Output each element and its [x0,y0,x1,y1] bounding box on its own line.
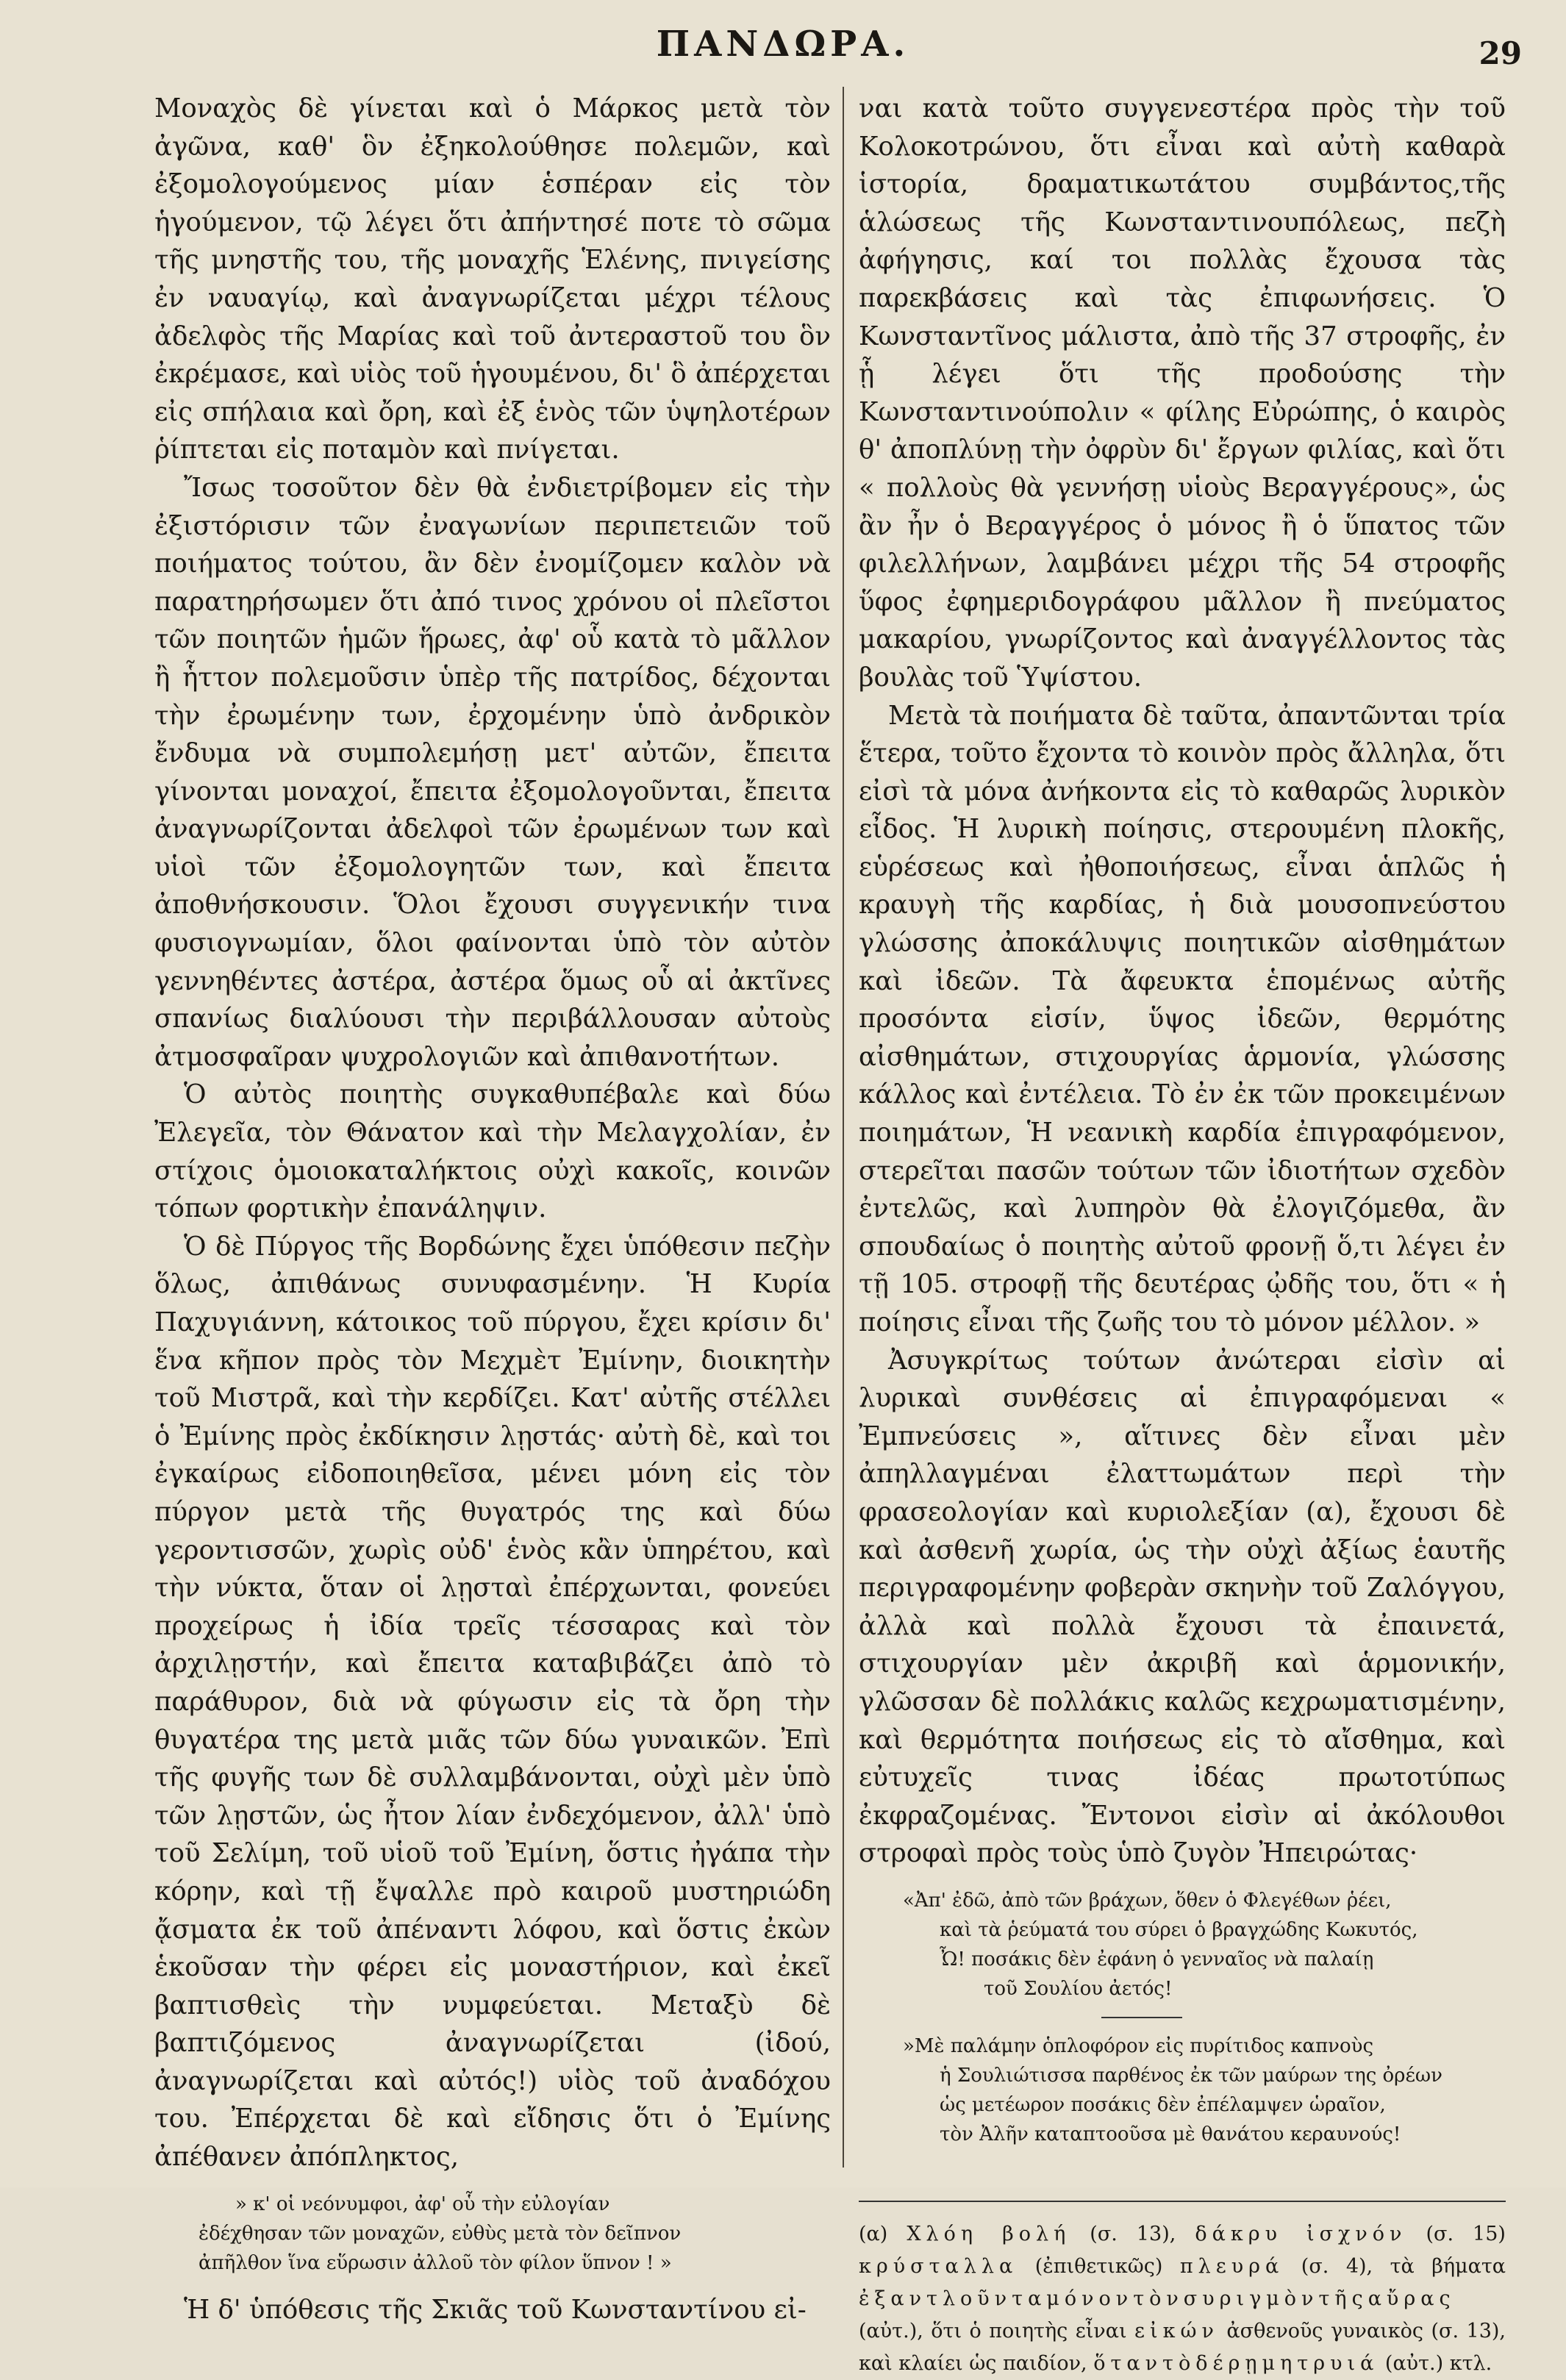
verse-line: τοῦ Σουλίου ἀετός! [984,1977,1173,2000]
footnote-text: (σ. 13), [1090,2222,1176,2245]
verse-line: καὶ τὰ ῥεύματά του σύρει ὁ βραγχώδης Κωκυτός, [940,1918,1418,1941]
footnote-term: ὅταντὸδέρῃμητρυιά [1093,2351,1379,2375]
paragraph: Ἀσυγκρίτως τούτων ἀνώτεραι εἰσὶν αἱ λυρικαὶ συνθέσεις αἱ ἐπιγραφόμεναι « Ἐμπνεύσεις », αἵτινες δὲν εἶναι μὲν ἀπηλλαγμέναι ἐλαττωμάτων περὶ τὴν φρασεολογίαν καὶ κυριολεξίαν (α), ἔχουσι δὲ καὶ ἀσθενῆ χωρία, ὡς τὴν οὐχὶ ἀξίως ἑαυτῆς περιγραφομένην φοβερὰν σκηνὴν τοῦ Ζαλόγγου, ἀλλὰ καὶ πολλὰ ἔχουσι τὰ ἐπαινετά, στιχουργίαν μὲν ἀκριβῆ καὶ ἁρμονικήν, γλῶσσαν δὲ πολλάκις καλῶς κεχρωματισμένην, καὶ θερμότητα ποιήσεως εἰς τὸ αἴσθημα, καὶ εὐτυχεῖς τινας ἰδέας πρωτοτύπως ἐκφραζομένας. Ἔντονοι εἰσὶν αἱ ἀκόλουθοι στροφαὶ πρὸς τοὺς ὑπὸ ζυγὸν Ἠπειρώτας· [859,1345,1506,1869]
verse-line: Ὦ! ποσάκις δὲν ἐφάνη ὁ γενναῖος νὰ παλαίῃ [940,1948,1374,1970]
footnote-text: ἀσθενοῦς γυναικὸς (σ. 13), καὶ κλαίει ὡς παιδίον, [859,2319,1506,2375]
quoted-verse [199,2190,831,2278]
footnote [859,2218,1506,2380]
verse-separator [1101,2017,1182,2018]
footnote-term: εἰκών [1134,2319,1219,2343]
verse-line: «Ἀπ' ἐδῶ, ἀπὸ τῶν βράχων, ὅθεν ὁ Φλεγέθων ῥέει, [903,1889,1392,1912]
footnote-term: ἐξαντλοῦνταμόνοντὸνσυριγμὸντῆςαὔρας [859,2287,1456,2310]
quoted-verse [903,1886,1506,2004]
footnote-term: Χλόη βολή [907,2222,1071,2245]
verse-line: ἐδέχθησαν τῶν μοναχῶν, εὐθὺς μετὰ τὸν δεῖπνον [199,2222,682,2245]
footnote-term: πλευρά [1179,2254,1284,2278]
footnote-text: (ἐπιθετικῶς) [1034,2254,1163,2278]
paragraph: Μετὰ τὰ ποιήματα δὲ ταῦτα, ἀπαντῶνται τρία ἕτερα, τοῦτο ἔχοντα τὸ κοινὸν πρὸς ἄλληλα, ὅτι εἰσὶ τὰ μόνα ἀνήκοντα εἰς τὸ καθαρῶς λυρικὸν εἶδος. Ἡ λυρικὴ ποίησις, στερουμένη πλοκῆς, εὑρέσεως καὶ ἠθοποιήσεως, εἶναι ἁπλῶς ἡ κραυγὴ τῆς καρδίας, ἡ διὰ μουσοπνεύστου γλώσσης ἀποκάλυψις ποιητικῶν αἰσθημάτων καὶ ἰδεῶν. Τὰ ἄφευκτα ἑπομένως αὐτῆς προσόντα εἰσίν, ὕψος ἰδεῶν, θερμότης αἰσθημάτων, στιχουργίας ἁρμονία, γλώσσης κάλλος καὶ ἐντέλεια. Τὸ ἐν ἐκ τῶν προκειμένων ποιημάτων, Ἡ νεανικὴ καρδία ἐπιγραφόμενον, στερεῖται πασῶν τούτων τῶν ἰδιοτήτων σχεδὸν ἐντελῶς, καὶ λυπηρὸν θὰ ἐλογιζόμεθα, ἂν σπουδαίως ὁ ποιητὴς αὐτοῦ φρονῇ ὅ,τι λέγει ἐν τῇ 105. στροφῇ τῆς δευτέρας ᾠδῆς του, ὅτι « ἡ ποίησις εἶναι τῆς ζωῆς του τὸ μόνον μέλλον. » [859,700,1506,1337]
page-title: ΠΑΝΔΩΡΑ. [656,24,910,65]
paragraph: Ὁ δὲ Πύργος τῆς Βορδώνης ἔχει ὑπόθεσιν πεζὴν ὅλως, ἀπιθάνως συνυφασμένην. Ἡ Κυρία Παχυγιάννη, κάτοικος τοῦ πύργου, ἔχει κρίσιν δι' ἕνα κῆπον πρὸς τὸν Μεχμὲτ Ἐμίνην, διοικητὴν τοῦ Μιστρᾶ, καὶ τὴν κερδίζει. Κατ' αὐτῆς στέλλει ὁ Ἐμίνης πρὸς ἐκδίκησιν λῃστάς· αὐτὴ δὲ, καὶ τοι ἐγκαίρως εἰδοποιηθεῖσα, μένει μόνη εἰς τὸν πύργον μετὰ τῆς θυγατρός της καὶ δύω γεροντισσῶν, χωρὶς οὐδ' ἑνὸς κἂν ὑπηρέτου, καὶ τὴν νύκτα, ὅταν οἱ λῃσταὶ ἐπέρχωνται, φονεύει προχείρως ἡ ἰδία τρεῖς τέσσαρας καὶ τὸν ἀρχιλῃστήν, καὶ ἔπειτα καταβιβάζει ἀπὸ τὸ παράθυρον, διὰ νὰ φύγωσιν εἰς τὰ ὄρη τὴν θυγατέρα της μετὰ μιᾶς τῶν δύω γυναικῶν. Ἐπὶ τῆς φυγῆς των δὲ συλλαμβάνονται, οὐχὶ μὲν ὑπὸ τῶν λῃστῶν, ὡς ἦτον λίαν ἐνδεχόμενον, ἀλλ' ὑπὸ τοῦ Σελίμη, τοῦ υἱοῦ τοῦ Ἐμίνη, ὅστις ἠγάπα τὴν κόρην, καὶ τῇ ἔψαλλε πρὸ καιροῦ μυστηριώδη ᾄσματα ἐκ τοῦ ἀπέναντι λόφου, καὶ ὅστις ἐκὼν ἑκοῦσαν τὴν φέρει εἰς μοναστήριον, καὶ ἐκεῖ βαπτισθεὶς τὴν νυμφεύεται. Μεταξὺ δὲ βαπτιζόμενος ἀναγνωρίζεται (ἰδού, ἀναγνωρίζεται καὶ αὐτός!) υἱὸς τοῦ ἀναδόχου του. Ἐπέρχεται δὲ καὶ εἴδησις ὅτι ὁ Ἐμίνης ἀπέθανεν ἀπόπληκτος, [154,1231,831,2173]
quoted-verse [903,2031,1506,2149]
verse-line: ἡ Σουλιώτισσα παρθένος ἐκ τῶν μαύρων της ὀρέων [940,2064,1442,2087]
column-divider [843,87,844,2168]
footnote-term: δάκρυ ἰσχνόν [1195,2222,1407,2245]
paragraph: Ἡ δ' ὑπόθεσις τῆς Σκιᾶς τοῦ Κωνσταντίνου εἰ- [184,2294,807,2325]
verse-line: ὡς μετέωρον ποσάκις δὲν ἐπέλαμψεν ὡραῖον, [940,2093,1386,2116]
paragraph: Ὁ αὐτὸς ποιητὴς συγκαθυπέβαλε καὶ δύω Ἐλεγεῖα, τὸν Θάνατον καὶ τὴν Μελαγχολίαν, ἐν στίχοις ὁμοιοκαταλήκτοις οὐχὶ κακοῖς, κοινῶν τόπων φορτικὴν ἐπανάληψιν. [154,1079,831,1224]
right-column [859,90,1506,2380]
footnote-mark: (α) [859,2222,888,2245]
footnote-text: (αὐτ.) κτλ. [1384,2351,1492,2375]
paragraph: Ἴσως τοσοῦτον δὲν θὰ ἐνδιετρίβομεν εἰς τὴν ἐξιστόρισιν τῶν ἐναγωνίων περιπετειῶν τοῦ ποιήματος τούτου, ἂν δὲν ἐνομίζομεν καλὸν νὰ παρατηρήσωμεν ὅτι ἀπό τινος χρόνου οἱ πλεῖστοι τῶν ποιητῶν ἡμῶν ἥρωες, ἀφ' οὗ κατὰ τὸ μᾶλλον ἢ ἧττον πολεμοῦσιν ὑπὲρ τῆς πατρίδος, δέχονται τὴν ἐρωμένην των, ἐρχομένην ὑπὸ ἀνδρικὸν ἔνδυμα νὰ συμπολεμήσῃ μετ' αὐτῶν, ἔπειτα γίνονται μοναχοί, ἔπειτα ἐξομολογοῦνται, ἔπειτα ἀναγνωρίζονται ἀδελφοὶ τῶν ἐρωμένων των καὶ υἱοὶ τῶν ἐξομολογητῶν των, καὶ ἔπειτα ἀποθνήσκουσιν. Ὅλοι ἔχουσι συγγενικήν τινα φυσιογνωμίαν, ὅλοι φαίνονται ὑπὸ τὸν αὐτὸν γεννηθέντες ἀστέρα, ἀστέρα ὅμως οὗ αἱ ἀκτῖνες σπανίως διαλύουσι τὴν περιβάλλουσαν αὐτοὺς ἀτμοσφαῖραν ψυχρολογιῶν καὶ ἀπιθανοτήτων. [154,472,831,1072]
footnote-text: (αὐτ.), ὅτι ὁ ποιητὴς εἶναι [859,2319,1127,2343]
footnote-text: (σ. 4), τὰ βήματα [1301,2254,1506,2278]
verse-line: » κ' οἱ νεόνυμφοι, ἀφ' οὗ τὴν εὐλογίαν [235,2193,610,2215]
page-number: 29 [1479,35,1522,71]
paragraph: Μοναχὸς δὲ γίνεται καὶ ὁ Μάρκος μετὰ τὸν ἀγῶνα, καθ' ὃν ἐξηκολούθησε πολεμῶν, καὶ ἐξομολογούμενος μίαν ἑσπέραν εἰς τὸν ἡγούμενον, τῷ λέγει ὅτι ἀπήντησέ ποτε τὸ σῶμα τῆς μνηστῆς του, τῆς μοναχῆς Ἑλένης, πνιγείσης ἐν ναυαγίῳ, καὶ ἀναγνωρίζεται μέχρι τέλους ἀδελφὸς τῆς Μαρίας καὶ τοῦ ἀντεραστοῦ του ὃν ἐκρέμασε, καὶ υἱὸς τοῦ ἡγουμένου, δι' ὃ ἀπέρχεται εἰς σπήλαια καὶ ὄρη, καὶ ἐξ ἑνὸς τῶν ὑψηλοτέρων ῥίπτεται εἰς ποταμὸν καὶ πνίγεται. [154,93,831,465]
footnote-text: (σ. 15) [1426,2222,1506,2245]
left-column [154,90,831,2329]
verse-line: τὸν Ἀλῆν καταπτοοῦσα μὲ θανάτου κεραυνούς! [940,2123,1401,2145]
verse-line: ἀπῆλθον ἵνα εὕρωσιν ἀλλοῦ τὸν φίλον ὕπνον ! » [199,2251,672,2274]
footnote-rule [859,2201,1506,2202]
paragraph: ναι κατὰ τοῦτο συγγενεστέρα πρὸς τὴν τοῦ Κολοκοτρώνου, ὅτι εἶναι καὶ αὐτὴ καθαρὰ ἱστορία, δραματικωτάτου συμβάντος,τῆς ἁλώσεως τῆς Κωνσταντινουπόλεως, πεζὴ ἀφήγησις, καί τοι πολλὰς ἔχουσα τὰς παρεκβάσεις καὶ τὰς ἐπιφωνήσεις. Ὁ Κωνσταντῖνος μάλιστα, ἀπὸ τῆς 37 στροφῆς, ἐν ᾗ λέγει ὅτι τῆς προδούσης τὴν Κωνσταντινούπολιν « φίλης Εὐρώπης, ὁ καιρὸς θ' ἀποπλύνῃ τὴν ὀφρὺν δι' ἔργων φιλίας, καὶ ὅτι « πολλοὺς θὰ γεννήσῃ υἱοὺς Βεραγγέρους», ὡς ἂν ἦν ὁ Βεραγγέρος ὁ μόνος ἢ ὁ ὕπατος τῶν φιλελλήνων, λαμβάνει μέχρι τῆς 54 στροφῆς ὕφος ἐφημεριδογράφου μᾶλλον ἢ πνεύματος μακαρίου, γνωρίζοντος καὶ ἀναγγέλλοντος τὰς βουλὰς τοῦ Ὑψίστου. [859,93,1506,693]
verse-line: »Μὲ παλάμην ὁπλοφόρον εἰς πυρίτιδος καπνοὺς [903,2034,1374,2057]
footnote-term: κρύσταλλα [859,2254,1018,2278]
